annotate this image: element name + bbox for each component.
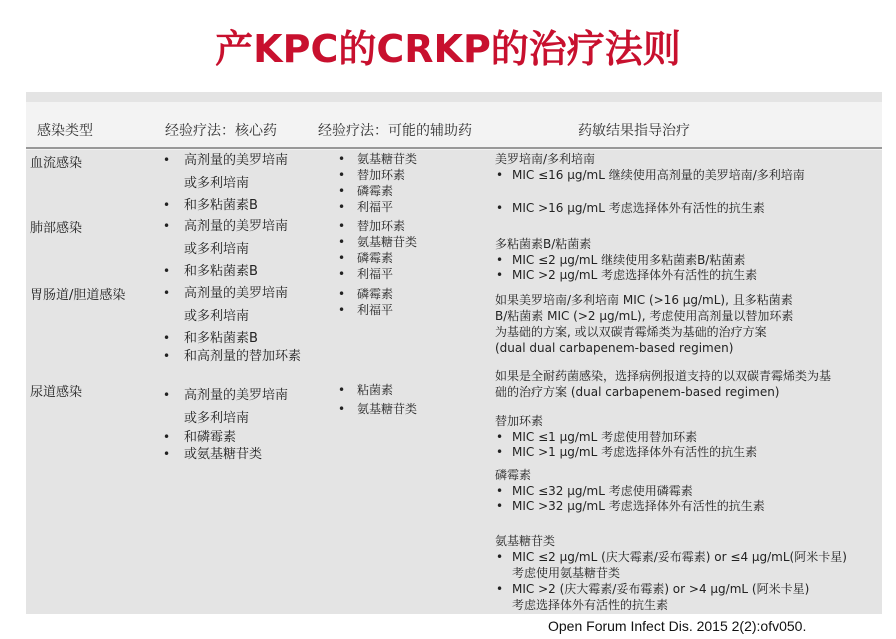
core-drug: 或氨基糖苷类 <box>184 447 263 462</box>
citation: Open Forum Infect Dis. 2015 2(2):ofv050. <box>548 618 807 634</box>
adjunct-drug: 氨基糖苷类 <box>357 152 418 166</box>
adjunct-drug: 磷霉素 <box>357 287 394 301</box>
bullet: • <box>338 219 346 233</box>
bullet: • <box>496 582 504 596</box>
core-drug: 或多利培南 <box>184 176 250 191</box>
tige-rule-1: MIC ≤1 μg/mL 考虑使用替加环素 <box>512 430 698 444</box>
bullet: • <box>338 200 346 214</box>
bullet: • <box>496 253 504 267</box>
core-drug: 或多利培南 <box>184 309 250 324</box>
bullet: • <box>338 303 346 317</box>
bullet: • <box>163 153 171 167</box>
bullet: • <box>338 251 346 265</box>
combo-line: 如果美罗培南/多利培南 MIC (>16 μg/mL), 且多粘菌素 <box>495 293 793 307</box>
pdr-line: 如果是全耐药菌感染，选择病例报道支持的以双碳青霉烯类为基 <box>495 369 832 383</box>
bullet: • <box>496 484 504 498</box>
combo-line: B/粘菌素 MIC (>2 μg/mL), 考虑使用高剂量以替加环素 <box>495 309 794 323</box>
combo-line: 为基础的方案, 或以双碳青霉烯类为基础的治疗方案 <box>495 325 767 339</box>
infection-lung: 肺部感染 <box>30 221 83 236</box>
bullet: • <box>496 268 504 282</box>
infection-uti: 尿道感染 <box>30 385 83 400</box>
adjunct-drug: 替加环素 <box>357 168 406 182</box>
bullet: • <box>496 168 504 182</box>
core-drug: 和高剂量的替加环素 <box>184 349 302 364</box>
core-drug: 或多利培南 <box>184 242 250 257</box>
core-drug: 高剂量的美罗培南 <box>184 388 289 403</box>
bullet: • <box>338 402 346 416</box>
mero-rule-2: MIC >16 μg/mL 考虑选择体外有活性的抗生素 <box>512 201 765 215</box>
bullet: • <box>163 219 171 233</box>
bullet: • <box>338 267 346 281</box>
header-divider <box>26 147 882 149</box>
tige-rule-2: MIC >1 μg/mL 考虑选择体外有活性的抗生素 <box>512 445 758 459</box>
bullet: • <box>163 447 171 461</box>
amino-rule-2-cont: 考虑选择体外有活性的抗生素 <box>512 598 669 612</box>
core-drug: 和多粘菌素B <box>184 331 258 346</box>
page-title: 产KPC的CRKP的治疗法则 <box>215 27 681 71</box>
adjunct-drug: 磷霉素 <box>357 184 394 198</box>
core-drug: 高剂量的美罗培南 <box>184 286 289 301</box>
bullet: • <box>496 201 504 215</box>
poly-rule-1: MIC ≤2 μg/mL 继续使用多粘菌素B/粘菌素 <box>512 253 746 267</box>
poly-rule-2: MIC >2 μg/mL 考虑选择体外有活性的抗生素 <box>512 268 758 282</box>
bullet: • <box>496 430 504 444</box>
infection-blood: 血流感染 <box>30 156 83 171</box>
core-drug: 或多利培南 <box>184 411 250 426</box>
amino-title: 氨基糖苷类 <box>495 534 556 548</box>
core-drug: 高剂量的美罗培南 <box>184 153 289 168</box>
amino-rule-2: MIC >2 (庆大霉素/妥布霉素) or >4 μg/mL (阿米卡星) <box>512 582 810 596</box>
amino-rule-1: MIC ≤2 μg/mL (庆大霉素/妥布霉素) or ≤4 μg/mL(阿米卡星) <box>512 550 847 564</box>
bullet: • <box>163 198 171 212</box>
header-core-drug: 经验疗法：核心药 <box>165 123 277 139</box>
mero-rule-1: MIC ≤16 μg/mL 继续使用高剂量的美罗培南/多利培南 <box>512 168 805 182</box>
adjunct-drug: 磷霉素 <box>357 251 394 265</box>
adjunct-drug: 氨基糖苷类 <box>357 235 418 249</box>
bullet: • <box>338 287 346 301</box>
poly-title: 多粘菌素B/粘菌素 <box>495 237 592 251</box>
fos-title: 磷霉素 <box>495 468 532 482</box>
adjunct-drug: 替加环素 <box>357 219 406 233</box>
amino-rule-1-cont: 考虑使用氨基糖苷类 <box>512 566 621 580</box>
tige-title: 替加环素 <box>495 414 544 428</box>
bullet: • <box>338 383 346 397</box>
bullet: • <box>163 349 171 363</box>
bullet: • <box>496 550 504 564</box>
adjunct-drug: 粘菌素 <box>357 383 394 397</box>
adjunct-drug: 利福平 <box>357 200 394 214</box>
bullet: • <box>338 152 346 166</box>
bullet: • <box>163 264 171 278</box>
bullet: • <box>338 168 346 182</box>
header-susceptibility: 药敏结果指导治疗 <box>578 123 690 139</box>
header-infection-type: 感染类型 <box>37 123 93 139</box>
core-drug: 和多粘菌素B <box>184 198 258 213</box>
fos-rule-1: MIC ≤32 μg/mL 考虑使用磷霉素 <box>512 484 693 498</box>
combo-line: (dual dual carbapenem-based regimen) <box>495 341 734 355</box>
bullet: • <box>338 235 346 249</box>
bullet: • <box>163 331 171 345</box>
bullet: • <box>163 286 171 300</box>
adjunct-drug: 利福平 <box>357 267 394 281</box>
adjunct-drug: 利福平 <box>357 303 394 317</box>
adjunct-drug: 氨基糖苷类 <box>357 402 418 416</box>
bullet: • <box>163 430 171 444</box>
pdr-line: 础的治疗方案 (dual carbapenem-based regimen) <box>495 385 780 399</box>
mero-title: 美罗培南/多利培南 <box>495 152 596 166</box>
bullet: • <box>338 184 346 198</box>
core-drug: 和磷霉素 <box>184 430 237 445</box>
bullet: • <box>163 388 171 402</box>
bullet: • <box>496 445 504 459</box>
header-adjunct-drug: 经验疗法：可能的辅助药 <box>318 123 472 139</box>
core-drug: 和多粘菌素B <box>184 264 258 279</box>
infection-gi: 胃肠道/胆道感染 <box>30 288 126 303</box>
core-drug: 高剂量的美罗培南 <box>184 219 289 234</box>
fos-rule-2: MIC >32 μg/mL 考虑选择体外有活性的抗生素 <box>512 499 765 513</box>
bullet: • <box>496 499 504 513</box>
